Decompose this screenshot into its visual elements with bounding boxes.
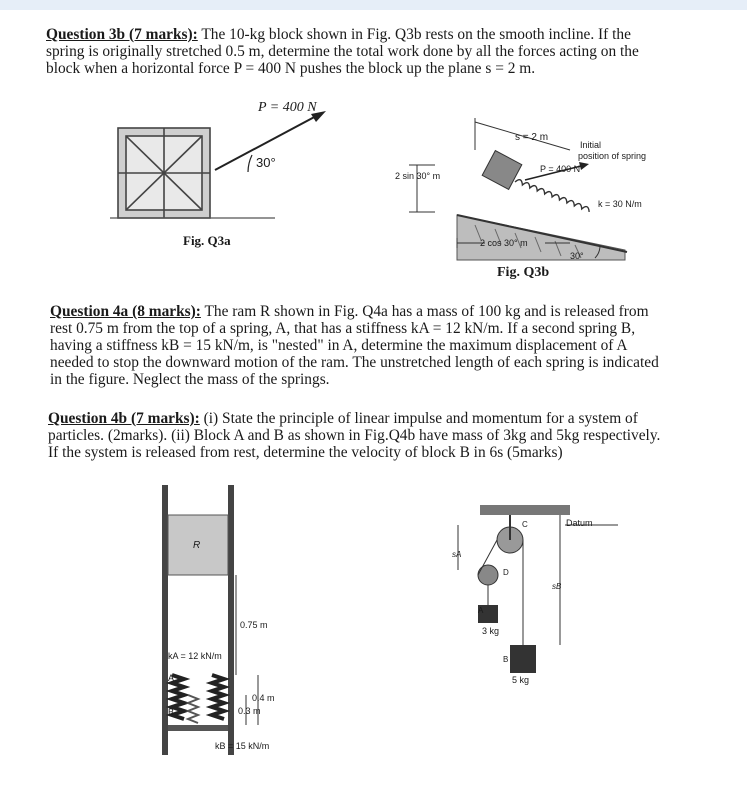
q3a-caption: Fig. Q3a [183,233,231,248]
spring [515,178,591,212]
q3a-force-label: P = 400 N [258,100,317,115]
question-4a [50,303,662,388]
q3b-height-label: 2 sin 30° m [395,171,441,181]
figure-q4b [440,500,620,690]
q3b-force-label: P = 400 N [540,164,581,174]
q4a-len-a-label: 0.4 m [252,693,275,703]
pulley-d [478,565,498,585]
q4b-mass-b-label: 5 kg [512,675,530,685]
q4b-sb-label: sB [552,582,562,591]
q4a-drop-label: 0.75 m [240,620,268,630]
q4a-a-label: A [168,673,175,683]
q4b-datum-label: Datum [566,518,593,528]
q4b-mass-a-label: 3 kg [482,626,500,636]
q3b-caption: Fig. Q3b [497,265,550,280]
q4b-a-label: A [478,606,484,615]
block [482,151,522,190]
figure-q4a [150,480,300,765]
q4b-c-label: C [522,520,528,529]
q3b-initial-label-1: Initial [580,140,602,150]
q4a-ram-label: R [193,540,201,551]
question-4b-body: (i) State the principle of linear impulse and momentum for a system of particles. (2marks). (ii) Block A and B as shown in Fig.Q4b have mass of 3kg and 5kg respectively. If the system is released from rest, determine the velocity of block B in 6s (5marks) [48,410,661,461]
q4b-sa-label: sA [452,550,462,559]
angle-arc [248,155,252,172]
q3b-initial-label-2: position of spring [578,151,647,161]
question-4b-heading: Question 4b (7 marks): [48,410,200,427]
q4b-b-label: B [503,655,509,664]
q3b-k-label: k = 30 N/m [598,199,642,209]
q4b-d-label: D [503,568,509,577]
question-4a-body: The ram R shown in Fig. Q4a has a mass of 100 kg and is released from rest 0.75 m from the top of a spring, A, that has a stiffness kA = 12 kN/m. If a second spring B, having a stiffness kB = 15 kN/m, is "nested" in A, determine the maximum displacement of A needed to stop the downward motion of the ram. The unstretched length of each spring is indicated in the figure. Neglect the mass of the springs. [50,303,659,388]
question-4a-heading: Question 4a (8 marks): [50,303,201,320]
ceiling [480,505,570,515]
spring-a-right [212,675,224,719]
crate [118,128,210,218]
question-4b [48,410,664,461]
q3a-angle-label: 30° [256,155,276,170]
right-wall [228,485,234,755]
q4a-ka-label: kA = 12 kN/m [168,651,222,661]
question-3b-heading: Question 3b (7 marks): [46,26,198,43]
question-3b-body: The 10-kg block shown in Fig. Q3b rests on the smooth incline. If the spring is originally stretched 0.5 m, determine the total work done by all the forces acting on the block when a horizontal force P = 400 N pushes the block up the plane s = 2 m. [46,26,639,77]
q3b-angle-label: 30° [570,251,584,261]
q3b-base-label: 2 cos 30° m [480,238,528,248]
block-b [510,645,536,673]
q4a-kb-label: kB = 15 kN/m [215,741,270,751]
figure-q3a [100,110,360,245]
spring-b [188,695,198,723]
q3b-s-label: s = 2 m [515,132,549,143]
top-banner [0,0,747,10]
question-3b [46,26,662,77]
q4a-b-label: B [168,707,175,717]
q4a-len-b-label: 0.3 m [238,706,261,716]
